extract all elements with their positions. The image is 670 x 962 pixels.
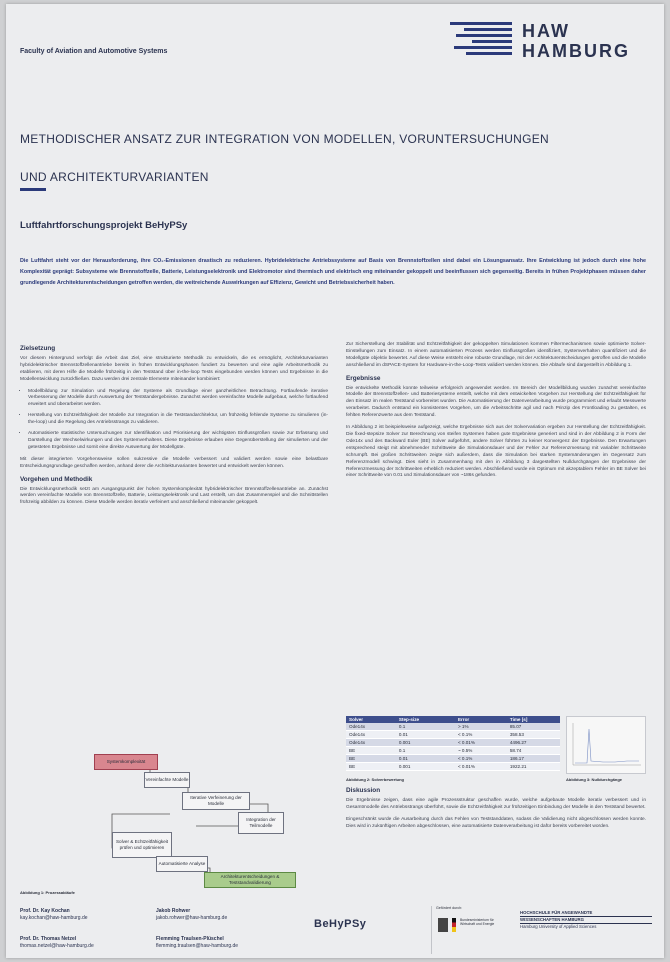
box-systemkomplexitaet: Systemkomplexität	[94, 754, 158, 770]
poster-title	[20, 126, 640, 190]
contact-email[interactable]: flemming.traulsen@haw-hamburg.de	[156, 942, 239, 949]
table-row	[346, 739, 560, 747]
funding-label: Gefördert durch:	[436, 906, 463, 910]
right-p2: Die entwickelte Methodik konnte teilweise erfolgreich angewendet werden. Im Bereich der Modellbildung wurden zunächst vereinfachte Modelle der Brennstoffzellen- und Batteriesysteme erstellt, welche mit dem entwickelten Vorgehen zur Herstellung der Echtzeitfähigkeit für den Einsatz im realen Teststand vorbereitet wurden. Die Automatisierung der Datenverarbeitung wurde programmiert und erlaubt Messwerte verarbeitet. Dadurch entstand ein konsistentes Vorgehen, um die Arbeitsschritte agil und nach Prinzip des Frontloading zu gestalten, es fehlten Referenzwerte aus dem Teststand.	[346, 385, 646, 419]
zero-crossings-chart	[566, 716, 646, 774]
contact-name: Prof. Dr. Thomas Netzel	[20, 936, 77, 942]
table-header: Time [s]	[507, 716, 560, 723]
table-cell: 0.01	[396, 731, 455, 739]
funding-block	[431, 906, 510, 954]
contact-name: Jakob Rohwer	[156, 908, 191, 914]
table-cell: 4496.27	[507, 739, 560, 747]
zielsetzung-p1: Vor diesem Hintergrund verfolgt die Arbeit das Ziel, eine strukturierte Methodik zu entwickeln, die es ermöglicht, Architekturvarianten hybridelektrischer Brennstoffzellenantriebe bereits in frühen Entwicklungsphasen fundiert zu bewerten und eine agile Arbeitsmethodik zu etablieren, mit deren Hilfe die Modelle frühzeitig in den Teststand über in-the-loop Tests eingebunden werden können und Ergebnisse in die Modellentwicklung zurückfließen. Dazu werden drei zentrale Elemente miteinander kombiniert:	[20, 355, 328, 382]
title-line-2: UND ARCHITEKTURVARIANTEN	[20, 170, 209, 184]
right-p3: In Abbildung 2 ist beispielsweise aufgezeigt, welche Ergebnisse sich aus der Solvervariation ergeben zur Herstellung der Echtzeitfähigkeit. Die fixed-stepsize Solver zur Berechnung von steifen Systemen haben gute Ergebnisse generiert und sind in der Abbildung 2 in Form der Ode14x und des Backward Euler (BE) Solver aufgeführt, andere Solver führten zu keiner Konvergenz der Ergebnisse. Den Erwartungen entsprechend steigt mit abnehmender Schrittweite die Simulationsdauer und der Fehler zur Referenzmessung mit variabler Schrittweite schrumpft. Bei großen Schrittweiten zeigte sich außerdem, dass die Simulation bei starken Systemänderungen im Gegensatz zum Referenzmodell schwingt. Dies sieht in Zusammenhang mit den in Abbildung 3 dargestellten Nulldurchgängen der Ergebnisse der Referenzmessung der Schrittweiten erheblich reduziert werden. Abschließend wurde ein Optimum mit akzeptablem Fehler im BE Solver bei einer Schrittweite von 0.01 und Simulationsdauer von ~186s gefunden.	[346, 425, 646, 479]
table-cell: 186.17	[507, 755, 560, 763]
federal-eagle-icon	[438, 918, 448, 932]
contact-name: Prof. Dr. Kay Kochan	[20, 908, 70, 914]
haw-footer-line-3: Hamburg University of Applied Sciences	[520, 924, 597, 929]
table-cell: Ode14x	[346, 731, 396, 739]
table-cell: BE	[346, 747, 396, 755]
zielsetzung-heading: Zielsetzung	[20, 345, 56, 352]
box-architekturentscheidungen: Architekturentscheidungen & Teststandvalidierung	[204, 872, 296, 888]
poster	[6, 4, 664, 958]
table-caption: Abbildung 2: Solverbewertung	[346, 777, 405, 782]
german-flag-icon	[452, 918, 456, 932]
table-cell: 0.01	[396, 755, 455, 763]
chart-caption: Abbildung 3: Nulldurchgänge	[566, 777, 622, 782]
table-header: Solver	[346, 716, 396, 723]
right-column	[346, 342, 646, 485]
list-item: • Herstellung von Echtzeitfähigkeit der Modelle zur Integration in die Teststandarchitektur, um frühzeitig fehlende Systeme zu simulieren (in-the-loop) und die Regelung des Antriebsstrangs zu validieren.	[28, 413, 328, 427]
project-heading: Luftfahrtforschungsprojekt BeHyPSy	[20, 220, 188, 231]
table-row	[346, 731, 560, 739]
title-line-1: METHODISCHER ANSATZ ZUR INTEGRATION VON MODELLEN, VORUNTERSUCHUNGEN	[20, 132, 550, 146]
contact-4	[156, 936, 238, 949]
table-cell: BE	[346, 755, 396, 763]
process-diagram	[20, 748, 320, 898]
box-iterative-verfeinerung: Iterative Verfeinerung der Modelle	[182, 792, 250, 810]
mini-chart-svg	[567, 717, 645, 773]
haw-footer-line-2: WISSENSCHAFTEN HAMBURG	[520, 917, 652, 924]
table-header: Step-size	[396, 716, 455, 723]
zielsetzung-p2: Mit dieser integrierten Vorgehensweise sollen sukzessive die Modelle verbessert und validiert werden sowie eine belastbare Entscheidungsgrundlage geschaffen werden, anhand derer die Architekturvarianten bewertet und entwickelt werden können.	[20, 456, 328, 469]
logo-word-2: HAMBURG	[522, 41, 630, 61]
table-cell: BE	[346, 763, 396, 771]
table-cell: ~ 0.5%	[455, 747, 507, 755]
vorgehen-heading: Vorgehen und Methodik	[20, 475, 93, 483]
table-row	[346, 747, 560, 755]
box-solver-echtzeit: Solver & Echtzeitfähigkeit prüfen und optimieren	[112, 832, 172, 858]
diskussion-heading: Diskussion	[346, 787, 381, 794]
haw-footer-logo	[520, 910, 652, 930]
table-cell: 0.1	[396, 723, 455, 731]
contact-2	[156, 908, 227, 921]
project-logo: BeHyPSy	[314, 918, 367, 930]
box-automatisierte-analyse: Automatisierte Analyse	[156, 856, 208, 872]
haw-logo	[450, 18, 640, 68]
logo-word-1: HAW	[522, 21, 570, 41]
table-cell: 0.1	[396, 747, 455, 755]
table-header-row	[346, 716, 560, 723]
contact-email[interactable]: thomas.netzel@haw-hamburg.de	[20, 942, 94, 949]
table-row	[346, 755, 560, 763]
contact-email[interactable]: jakob.rohwer@haw-hamburg.de	[156, 914, 228, 921]
table-cell: > 1%	[455, 723, 507, 731]
contact-name: Flemming Traulsen-Plüschel	[156, 936, 224, 942]
ergebnisse-heading: Ergebnisse	[346, 374, 381, 382]
intro-text: Die Luftfahrt steht vor der Herausforderung, ihre CO₂-Emissionen drastisch zu reduzieren. Hybridelektrische Antriebssysteme auf Basis von Brennstoffzellen sind dabei ein Lösungsansatz. Ihre Entwicklung ist jedoch durch eine hohe Komplexität geprägt: Subsysteme wie Brennstoffzelle, Batterie, Leistungselektronik und Elektromotor sind thermisch und elektrisch eng miteinander gekoppelt und beeinflussen sich gegenseitig. Bereits in frühen Projektphasen müssen daher grundlegende Architekturentscheidungen getroffen werden, die weitreichende Auswirkungen auf Effizienz, Gewicht und Betriebssicherheit haben.	[20, 258, 646, 287]
faculty-label: Faculty of Aviation and Automotive Systems	[20, 48, 168, 55]
table-row	[346, 763, 560, 771]
contact-email[interactable]: kay.kochan@haw-hamburg.de	[20, 914, 88, 921]
ministry-name: Bundesministerium für Wirtschaft und Energie	[460, 918, 495, 926]
left-column	[20, 346, 328, 512]
title-accent-bar	[20, 188, 46, 191]
right-p1: Zur Sicherstellung der Stabilität und Echtzeitfähigkeit der gekoppelten Simulationen kommen Filtermechanismen sowie optimierte Solver-Einstellungen zum Einsatz. In einem automatisierten Prozess werden Einflussgrößen identifiziert, Systemverhalten quantifiziert und die Modellgüte objektiv bewertet. Auf diese Weise entsteht eine robuste Grundlage, mit der Architekturentscheidungen getroffen und die Modelle anschließend im dSPACE-System für Hardware-in-the-Loop-Tests validiert werden können. Die Abläufe sind dargestellt in Abbildung 1.	[346, 342, 646, 368]
table-cell: < 0.1%	[455, 731, 507, 739]
table-cell: Ode14x	[346, 723, 396, 731]
box-integration: Integration der Teilmodelle	[238, 812, 284, 834]
list-item: • Automatisierte statistische Untersuchungen zur Identifikation und Priorisierung der wichtigsten Einflussgrößen sowie zur Erfassung und Darstellung der Wechselwirkungen und des Systemverhaltens. Diese Ergebnisse erlauben eine Gegenüberstellung der simulierten und der getesteten Ergebnisse und somit eine direkte Auswertung der Modellgüte.	[28, 431, 328, 452]
solver-table	[346, 716, 560, 771]
table-header: Error	[455, 716, 507, 723]
right-p5: Eingeschränkt wurde die Ausarbeitung durch das Fehlen von Teststanddaten, sodass die Validierung nicht abgeschlossen werden konnte. Dies wird in zukünftigen Arbeiten abgeschlossen, eine automatisierte Datenverarbeitung ist dafür bereits vorbereitet worden.	[346, 816, 646, 829]
table-cell: < 0.01%	[455, 763, 507, 771]
table-cell: 0.001	[396, 763, 455, 771]
list-item: • Modellbildung zur Simulation und Regelung der Systeme als Grundlage einer ganzheitlichen Betrachtung. Fortlaufende iterative Verbesserung der Modelle durch Auswertung der Teststandergebnisse. Zunächst werden vereinfachte Modelle aufgebaut, welche fortlaufend erweitert und überarbeitet werden.	[28, 389, 328, 410]
table-cell: 1922.21	[507, 763, 560, 771]
diagram-caption: Abbildung 1: Prozessabläufe	[20, 890, 75, 895]
discussion-block	[346, 788, 646, 836]
table-cell: < 0.1%	[455, 755, 507, 763]
right-p4: Die Ergebnisse zeigen, dass eine agile Prozessstruktur geschaffen wurde, welche aufgebaute Modelle iterativ verbessert und in Gesamtmodelle des Antriebsstrangs überführt, sowie die Echtzeitfähigkeit zur frühzeitigen Einbindung der Modelle in den Teststand bewertet.	[346, 797, 646, 810]
table-cell: < 0.01%	[455, 739, 507, 747]
table-cell: 0.001	[396, 739, 455, 747]
table-cell: Ode14x	[346, 739, 396, 747]
table-cell: 58.74	[507, 747, 560, 755]
logo-bars	[450, 22, 512, 58]
vorgehen-p1: Die Entwicklungsmethodik setzt am Ausgangspunkt der hohen Systemkomplexität hybridelektrischer Brennstoffzellenantriebe an. Zunächst werden vereinfachte Modelle von Brennstoffzelle, Batterie, Leistungselektronik und Last erstellt, um das Zusammenspiel und die Schnittstellen frühzeitig abbilden zu können. Diese Modelle werden iterativ verfeinert und anschließend miteinander gekoppelt.	[20, 486, 328, 506]
haw-footer-line-1: HOCHSCHULE FÜR ANGEWANDTE	[520, 910, 652, 917]
chart-series-line	[575, 729, 639, 763]
box-vereinfachte-modelle: Vereinfachte Modelle	[144, 772, 190, 788]
table-row	[346, 723, 560, 731]
contact-1	[20, 908, 88, 921]
zielsetzung-list	[20, 389, 328, 452]
table-cell: 358.53	[507, 731, 560, 739]
table-cell: 85.07	[507, 723, 560, 731]
contact-3	[20, 936, 94, 949]
